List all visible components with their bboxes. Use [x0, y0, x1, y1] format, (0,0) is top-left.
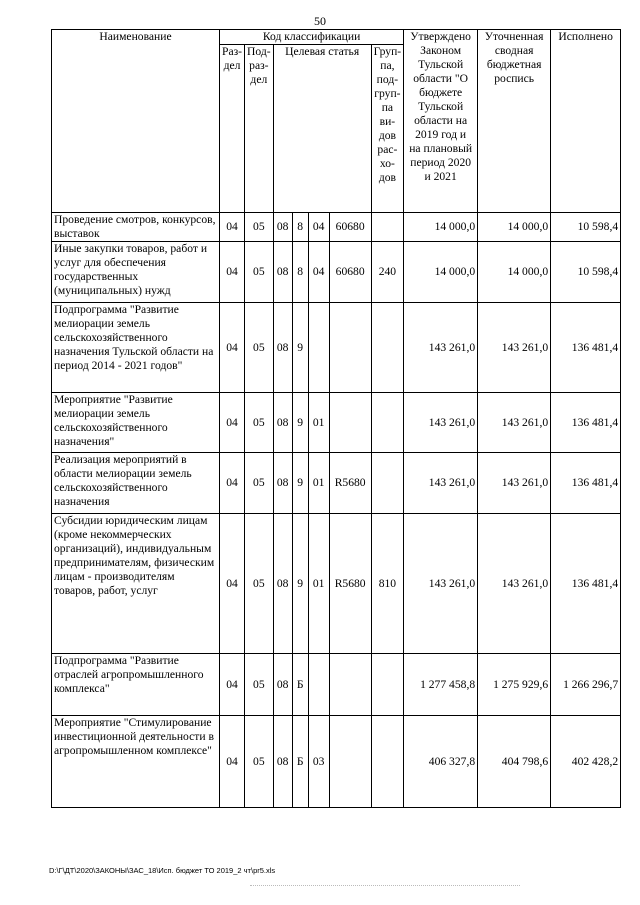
row-target-4	[329, 303, 371, 393]
row-target-1: 08	[273, 514, 292, 654]
row-target-1: 08	[273, 213, 292, 242]
row-section: 04	[220, 654, 245, 716]
row-subsection: 05	[245, 514, 274, 654]
row-section: 04	[220, 393, 245, 453]
table-row	[52, 393, 621, 453]
row-executed: 136 481,4	[551, 303, 621, 393]
row-target-3: 01	[308, 453, 329, 514]
row-target-2: 8	[292, 242, 308, 303]
row-target-2: Б	[292, 654, 308, 716]
row-target-1: 08	[273, 654, 292, 716]
row-expense-group: 810	[371, 514, 403, 654]
row-refined: 1 275 929,6	[478, 654, 551, 716]
row-executed: 10 598,4	[551, 242, 621, 303]
row-target-4	[329, 654, 371, 716]
row-name: Подпрограмма "Развитие отраслей агропромышленного комплекса"	[52, 654, 220, 716]
row-target-2: 8	[292, 213, 308, 242]
header-executed: Исполнено	[551, 30, 621, 213]
header-section: Раз- дел	[220, 45, 245, 213]
row-expense-group	[371, 213, 403, 242]
row-name: Подпрограмма "Развитие мелиорации земель сельскохозяйственного назначения Тульской области на период 2014 - 2021 годов"	[52, 303, 220, 393]
row-approved: 406 327,8	[404, 716, 478, 808]
row-target-4	[329, 716, 371, 808]
row-target-4: 60680	[329, 213, 371, 242]
row-approved: 143 261,0	[404, 393, 478, 453]
row-target-3: 04	[308, 213, 329, 242]
row-section: 04	[220, 303, 245, 393]
row-target-1: 08	[273, 716, 292, 808]
row-target-2: 9	[292, 303, 308, 393]
row-subsection: 05	[245, 393, 274, 453]
row-subsection: 05	[245, 303, 274, 393]
row-refined: 143 261,0	[478, 453, 551, 514]
table-row	[52, 716, 621, 808]
row-expense-group	[371, 716, 403, 808]
row-target-3: 01	[308, 393, 329, 453]
row-refined: 14 000,0	[478, 242, 551, 303]
row-refined: 404 798,6	[478, 716, 551, 808]
row-expense-group	[371, 654, 403, 716]
header-approved: Утверждено Законом Тульской области "О бюджете Тульской области на 2019 год и на плановый период 2020 и 2021	[404, 30, 478, 213]
row-executed: 10 598,4	[551, 213, 621, 242]
row-refined: 14 000,0	[478, 213, 551, 242]
row-section: 04	[220, 453, 245, 514]
row-target-3	[308, 303, 329, 393]
row-target-1: 08	[273, 453, 292, 514]
row-name: Мероприятие "Стимулирование инвестиционной деятельности в агропромышленном комплексе"	[52, 716, 220, 808]
row-target-2: 9	[292, 453, 308, 514]
row-executed: 136 481,4	[551, 453, 621, 514]
row-expense-group	[371, 303, 403, 393]
row-subsection: 05	[245, 453, 274, 514]
row-target-1: 08	[273, 393, 292, 453]
row-section: 04	[220, 242, 245, 303]
header-code-group: Код классификации	[220, 30, 404, 45]
row-approved: 14 000,0	[404, 213, 478, 242]
table-row	[52, 654, 621, 716]
row-section: 04	[220, 213, 245, 242]
row-subsection: 05	[245, 716, 274, 808]
table-row	[52, 453, 621, 514]
page-number: 50	[314, 14, 326, 28]
footer-file-path: D:\Г\ДТ\2020\ЗАКОНЫ\ЗАС_18\Исп. бюджет ТО 2019_2 чт\pr5.xls	[49, 866, 276, 875]
table-row	[52, 303, 621, 393]
row-subsection: 05	[245, 654, 274, 716]
header-refined: Уточненная сводная бюджетная роспись	[478, 30, 551, 213]
row-target-3: 03	[308, 716, 329, 808]
row-expense-group: 240	[371, 242, 403, 303]
row-target-1: 08	[273, 242, 292, 303]
row-refined: 143 261,0	[478, 303, 551, 393]
header-expense-group: Груп- па, под- груп- па ви- дов рас- хо- дов	[371, 45, 403, 213]
row-name: Реализация мероприятий в области мелиорации земель сельскохозяйственного назначения	[52, 453, 220, 514]
row-target-3: 04	[308, 242, 329, 303]
row-subsection: 05	[245, 213, 274, 242]
row-executed: 136 481,4	[551, 514, 621, 654]
table-row	[52, 514, 621, 654]
row-approved: 14 000,0	[404, 242, 478, 303]
row-name: Субсидии юридическим лицам (кроме некоммерческих организаций), индивидуальным предпринимателям, физическим лицам - производителям товаров, работ, услуг	[52, 514, 220, 654]
row-target-1: 08	[273, 303, 292, 393]
row-refined: 143 261,0	[478, 514, 551, 654]
header-subsection: Под- раз- дел	[245, 45, 274, 213]
table-row	[52, 213, 621, 242]
table-row	[52, 242, 621, 303]
row-executed: 402 428,2	[551, 716, 621, 808]
header-target-article: Целевая статья	[273, 45, 371, 213]
row-approved: 1 277 458,8	[404, 654, 478, 716]
row-name: Проведение смотров, конкурсов, выставок	[52, 213, 220, 242]
row-target-2: 9	[292, 393, 308, 453]
header-name: Наименование	[52, 30, 220, 213]
row-name: Иные закупки товаров, работ и услуг для обеспечения государственных (муниципальных) нужд	[52, 242, 220, 303]
row-expense-group	[371, 453, 403, 514]
row-approved: 143 261,0	[404, 514, 478, 654]
row-expense-group	[371, 393, 403, 453]
row-target-3: 01	[308, 514, 329, 654]
budget-table	[51, 29, 621, 808]
row-target-4	[329, 393, 371, 453]
row-section: 04	[220, 716, 245, 808]
row-executed: 1 266 296,7	[551, 654, 621, 716]
row-approved: 143 261,0	[404, 303, 478, 393]
row-target-4: 60680	[329, 242, 371, 303]
row-target-4: R5680	[329, 453, 371, 514]
row-subsection: 05	[245, 242, 274, 303]
row-approved: 143 261,0	[404, 453, 478, 514]
row-target-3	[308, 654, 329, 716]
row-target-4: R5680	[329, 514, 371, 654]
row-refined: 143 261,0	[478, 393, 551, 453]
row-executed: 136 481,4	[551, 393, 621, 453]
row-target-2: 9	[292, 514, 308, 654]
row-name: Мероприятие "Развитие мелиорации земель сельскохозяйственного назначения"	[52, 393, 220, 453]
row-target-2: Б	[292, 716, 308, 808]
row-section: 04	[220, 514, 245, 654]
footer-rule	[250, 885, 520, 886]
